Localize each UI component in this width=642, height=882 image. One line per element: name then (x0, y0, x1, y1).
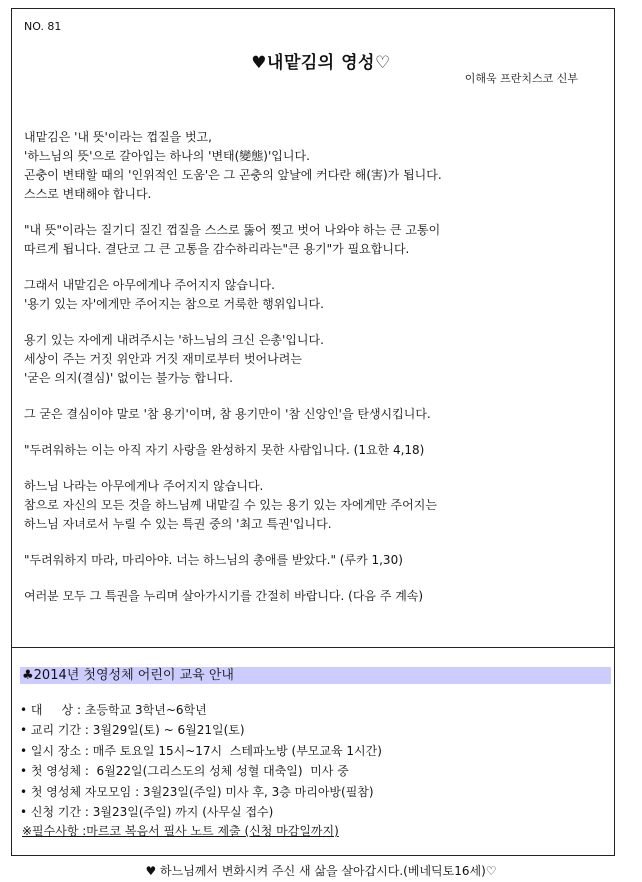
paragraph (24, 587, 604, 606)
paragraph-line: '굳은 의지(결심)' 없이는 불가능 합니다. (24, 371, 233, 385)
paragraph-line: 하느님 자녀로서 누릴 수 있는 특권 중의 '최고 특권'입니다. (24, 517, 332, 531)
paragraph-line: '용기 있는 자'에게만 주어지는 참으로 거룩한 행위입니다. (24, 297, 324, 311)
page-title: ♥내맡김의 영성♡ (251, 53, 391, 73)
paragraph (24, 128, 604, 204)
paragraph-line: 내맡김은 '내 뜻'이라는 껍질을 벗고, (24, 130, 212, 144)
paragraph (24, 221, 604, 259)
paragraph-line: 그 굳은 결심이야 말로 '참 용기'이며, 참 용기만이 '참 신앙인'을 탄생시킵니다. (24, 407, 431, 421)
section-divider (11, 647, 615, 648)
paragraph-line: 여러분 모두 그 특권을 누리며 살아가시기를 간절히 바랍니다. (다음 주 계속) (24, 589, 424, 603)
notice-item: • 교리 기간 : 3월29일(토) ~ 6월21일(토) (20, 723, 245, 738)
author: 이해욱 프란치스코 신부 (464, 72, 578, 85)
paragraph (24, 441, 604, 460)
paragraph-line: 하느님 나라는 아무에게나 주어지지 않습니다. (24, 479, 264, 493)
paragraph-line: "두려워하는 이는 아직 자기 사랑을 완성하지 못한 사람입니다. (1요한 4,18) (24, 443, 425, 457)
paragraph-line: "내 뜻"이라는 질기디 질긴 껍질을 스스로 뚫어 찢고 벗어 나와야 하는 큰 고통이 (24, 223, 441, 237)
paragraph-line: "두려워하지 마라, 마리아야. 너는 하느님의 총애를 받았다." (루카 1,30) (24, 553, 403, 567)
paragraph (24, 276, 604, 314)
notice-note: ※필수사항 :마르코 복음서 필사 노트 제출 (신청 마감일까지) (22, 824, 339, 838)
notice-item: • 첫 영성체 자모모임 : 3월23일(주일) 미사 후, 3층 마리아방(필참) (20, 784, 374, 799)
paragraph-line: 스스로 변태해야 합니다. (24, 187, 152, 201)
paragraph (24, 405, 604, 424)
notice-item: • 첫 영성체 : 6월22일(그리스도의 성체 성혈 대축일) 미사 중 (20, 764, 349, 779)
body-text (24, 128, 604, 623)
paragraph (24, 477, 604, 534)
paragraph-line: 참으로 자신의 모든 것을 하느님께 내맡길 수 있는 용기 있는 자에게만 주어지는 (24, 498, 437, 512)
paragraph (24, 331, 604, 388)
paragraph-line: 용기 있는 자에게 내려주시는 '하느님의 크신 은총'입니다. (24, 333, 324, 347)
notice-item: • 일시 장소 : 매주 토요일 15시~17시 스테파노방 (부모교육 1시간) (20, 743, 382, 758)
paragraph-line: '하느님의 뜻'으로 갈아입는 하나의 '변태(變態)'입니다. (24, 149, 310, 163)
paragraph-line: 곤충이 변태할 때의 '인위적인 도움'은 그 곤충의 앞날에 커다란 해(害)가 됩니다. (24, 168, 442, 182)
paragraph-line: 세상이 주는 거짓 위안과 거짓 재미로부터 벗어나려는 (24, 352, 302, 366)
notice-item: • 대 상 : 초등학교 3학년~6학년 (20, 703, 207, 717)
paragraph-line: 따르게 됩니다. 결단코 그 큰 고통을 감수하리라는"큰 용기"가 필요합니다. (24, 242, 410, 256)
paragraph-line: 그래서 내맡김은 아무에게나 주어지지 않습니다. (24, 278, 275, 292)
paragraph (24, 551, 604, 570)
footer-quote: ♥ 하느님께서 변화시켜 주신 새 삶을 살아갑시다.(베네딕토16세)♡ (145, 864, 497, 878)
notice-title: ♣2014년 첫영성체 어린이 교육 안내 (20, 667, 611, 684)
notice-list (20, 700, 382, 822)
issue-number: NO. 81 (24, 20, 62, 33)
notice-item: • 신청 기간 : 3월23일(주일) 까지 (사무실 접수) (20, 805, 274, 820)
